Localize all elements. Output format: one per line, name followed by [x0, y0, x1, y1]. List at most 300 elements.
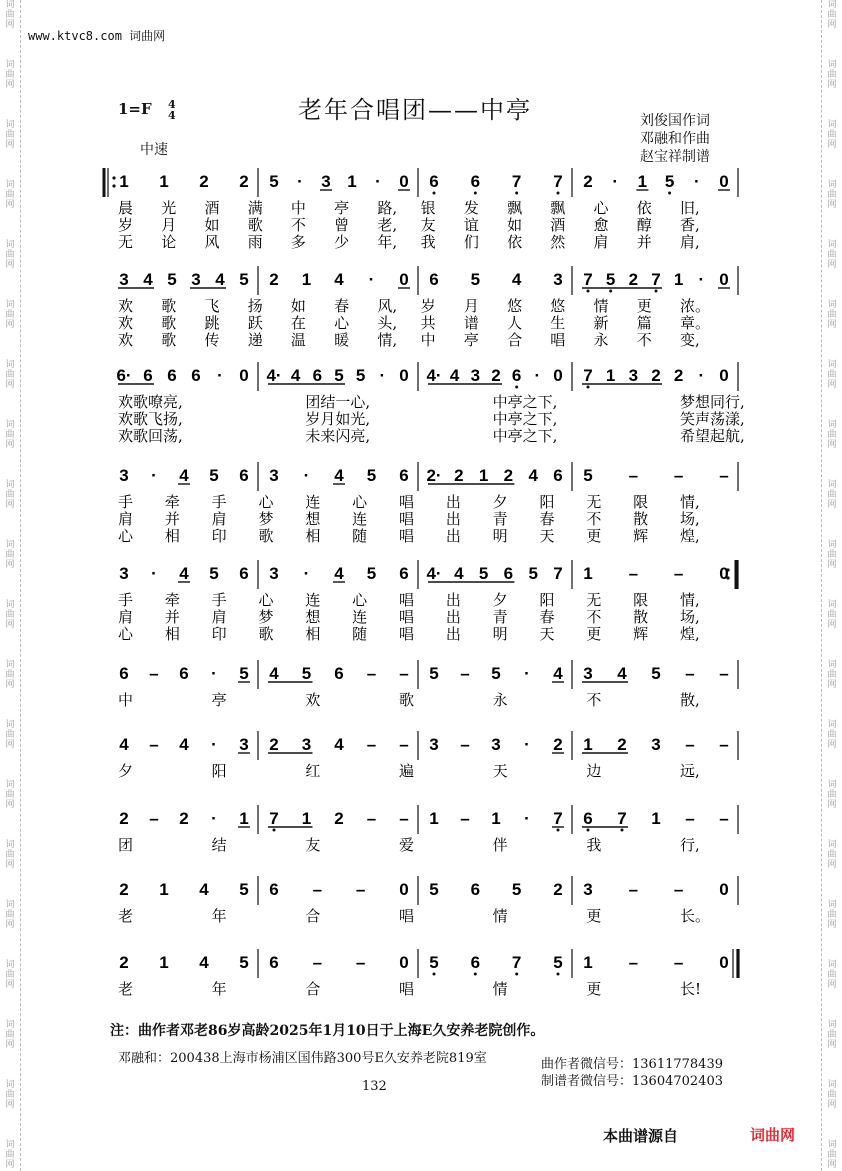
lyric-word: 谱 [463, 314, 479, 332]
jianpu-note: 5 [429, 953, 439, 972]
jianpu-note: 4 [334, 270, 344, 289]
lyric-word: 中 [290, 199, 306, 217]
jianpu-note: 0 [399, 172, 409, 191]
lyric-word: 曾 [334, 216, 350, 234]
composer-credit: 邓融和作曲 [640, 131, 710, 147]
jianpu-note: 5 [583, 466, 593, 485]
source-brand-link[interactable]: 词曲网 [750, 1126, 796, 1144]
jianpu-note: · [368, 270, 375, 289]
jianpu-note: 4· [266, 366, 282, 385]
jianpu-note: 6 [470, 953, 481, 972]
jianpu-note: 2 [673, 366, 684, 385]
lyric-word: 未来闪亮, [305, 427, 371, 445]
jianpu-note: 1 [239, 809, 249, 828]
lyric-word: 在 [290, 314, 306, 332]
lyric-word: 团结一心, [305, 393, 371, 411]
lyric-word: 心 [118, 527, 134, 545]
side-watermark: 词 曲 网 [827, 1020, 837, 1050]
jianpu-note: 1 [347, 172, 357, 191]
jianpu-note: – [460, 809, 470, 828]
jianpu-note: – [719, 664, 729, 683]
jianpu-note: 3 [470, 366, 481, 385]
lyric-word: 梦想同行, [680, 393, 745, 411]
lyric-word: 手 [211, 493, 227, 511]
jianpu-note: 6 [470, 172, 481, 191]
jianpu-note: · [211, 735, 217, 754]
side-watermark: 词 曲 网 [5, 1020, 15, 1050]
jianpu-note: · [534, 366, 541, 385]
jianpu-note: 7 [553, 172, 563, 191]
jianpu-note: 3 [301, 735, 312, 754]
jianpu-note: 7 [511, 172, 522, 191]
jianpu-note: 3 [119, 564, 129, 583]
lyric-word: 愈 [593, 216, 609, 234]
lyric-word: 亭 [334, 199, 350, 217]
jianpu-note: 2 [334, 809, 344, 828]
side-watermark: 词 曲 网 [827, 360, 837, 390]
lyric-word: 风, [377, 297, 398, 315]
jianpu-note: – [149, 664, 159, 683]
lyric-word: 想 [305, 608, 321, 626]
lyric-word: 随 [352, 625, 368, 643]
lyric-word: 肩 [211, 608, 227, 626]
jianpu-note: · [693, 172, 700, 191]
jianpu-note: 6 [179, 664, 189, 683]
lyric-word: 中亭之下, [492, 427, 558, 445]
lyric-word: 传 [204, 331, 220, 349]
lyric-word: 我 [420, 233, 436, 251]
jianpu-note: 4· [426, 366, 442, 385]
jianpu-note: 5 [605, 270, 616, 289]
jianpu-note: · [151, 564, 157, 583]
jianpu-note: 5 [301, 664, 312, 683]
side-watermark: 词 曲 网 [827, 780, 837, 810]
lyric-word: 相 [305, 527, 321, 545]
jianpu-note: 2 [491, 366, 501, 385]
lyric-word: 限 [633, 591, 649, 609]
lyric-word: 岁 [420, 297, 436, 315]
side-watermark: 词 曲 网 [827, 420, 837, 450]
jianpu-note: 5 [355, 366, 366, 385]
lyric-word: 希望起航, [680, 427, 745, 445]
lyric-word: 散 [633, 608, 649, 626]
jianpu-note: 0 [719, 172, 729, 191]
lyric-word: 跳 [204, 314, 220, 332]
jianpu-note: 5 [209, 564, 219, 583]
lyric-word: 不 [586, 608, 602, 626]
jianpu-note: · [524, 809, 530, 828]
jianpu-note: 0 [719, 953, 729, 972]
jianpu-note: 3 [651, 735, 661, 754]
repeat-dot [112, 176, 115, 179]
side-watermark: 词 曲 网 [5, 840, 15, 870]
lyric-word: 歌 [258, 625, 274, 643]
low-octave-dot [557, 973, 560, 976]
jianpu-note: 3 [269, 564, 279, 583]
lyric-word: 香, [680, 216, 700, 234]
lyric-word: 红 [305, 762, 321, 780]
lyric-word: 不 [290, 216, 306, 234]
lyric-word: 歌 [247, 216, 263, 234]
jianpu-note: 4 [511, 270, 522, 289]
side-watermark: 词 曲 网 [5, 420, 15, 450]
jianpu-note: 7 [553, 809, 563, 828]
jianpu-note: 1 [301, 809, 312, 828]
lyric-word: 扬 [247, 297, 263, 315]
side-watermark: 词 曲 网 [827, 1140, 837, 1170]
jianpu-note: 6· [116, 366, 132, 385]
side-watermark: 词 曲 网 [827, 480, 837, 510]
side-watermark: 词 曲 网 [827, 120, 837, 150]
jianpu-note: 6 [269, 880, 279, 899]
jianpu-note: · [211, 809, 217, 828]
jianpu-note: 6 [399, 466, 409, 485]
jianpu-note: 3 [119, 466, 129, 485]
lyric-word: 梦 [258, 608, 274, 626]
lyric-word: 暖 [334, 331, 350, 349]
jianpu-note: – [719, 735, 729, 754]
jianpu-note: 4 [119, 735, 129, 754]
jianpu-note: 6 [470, 880, 481, 899]
lyric-word: 出 [445, 608, 461, 626]
key-signature: 1=F [118, 100, 152, 118]
lyric-word: 岁 [118, 216, 134, 234]
lyric-word: 歌 [161, 297, 177, 315]
lyric-word: 不 [586, 691, 602, 709]
lyric-word: 肩 [118, 510, 134, 528]
jianpu-note: 3 [583, 880, 593, 899]
jianpu-note: – [628, 564, 639, 583]
lyric-word: 心 [593, 199, 609, 217]
low-octave-dot [609, 290, 612, 293]
lyric-word: 飞 [204, 297, 220, 315]
jianpu-note: 5 [239, 953, 249, 972]
lyric-word: 亭 [463, 331, 479, 349]
low-octave-dot [433, 973, 436, 976]
lyric-word: 友 [420, 216, 436, 234]
lyric-word: 头, [377, 314, 398, 332]
jianpu-note: 1 [159, 953, 169, 972]
lyric-word: 谊 [463, 216, 479, 234]
jianpu-note: 6 [119, 664, 129, 683]
jianpu-note: – [366, 664, 377, 683]
lyric-word: 情, [680, 493, 700, 511]
lyric-word: 更 [636, 297, 652, 315]
lyric-word: 散 [633, 510, 649, 528]
lyric-word: 不 [586, 510, 602, 528]
jianpu-note: 6 [269, 953, 279, 972]
side-watermark: 词 曲 网 [5, 1140, 15, 1170]
low-octave-dot [557, 192, 560, 195]
jianpu-note: – [685, 809, 695, 828]
jianpu-note: 4 [553, 664, 563, 683]
jianpu-note: 4 [215, 270, 225, 289]
lyric-word: 相 [164, 625, 180, 643]
jianpu-note: 7 [583, 366, 593, 385]
lyric-word: 欢歌嘹亮, [118, 393, 183, 411]
jianpu-note: 0 [719, 564, 729, 583]
jianpu-note: 5 [429, 880, 439, 899]
jianpu-note: · [379, 366, 386, 385]
site-url[interactable]: www.ktvc8.com 词曲网 [28, 29, 166, 43]
jianpu-note: 5 [553, 953, 563, 972]
jianpu-note: 1 [583, 953, 593, 972]
lyric-word: 肩 [118, 608, 134, 626]
jianpu-note: 0 [553, 366, 563, 385]
lyric-word: 出 [445, 591, 461, 609]
lyric-word: 出 [445, 625, 461, 643]
lyric-word: 年 [211, 980, 227, 998]
jianpu-note: – [673, 564, 684, 583]
jianpu-note: – [399, 664, 409, 683]
jianpu-note: 4 [179, 466, 189, 485]
jianpu-note: 4 [290, 366, 301, 385]
lyric-word: 酒 [204, 199, 220, 217]
lyric-word: 唱 [399, 907, 415, 925]
jianpu-note: 1 [673, 270, 684, 289]
lyric-word: 论 [161, 233, 177, 251]
lyric-word: 辉 [633, 625, 649, 643]
song-title: 老年合唱团——中亭 [298, 96, 532, 124]
lyric-word: 温 [290, 331, 306, 349]
lyric-word: 限 [633, 493, 649, 511]
lyric-word: 章。 [680, 314, 711, 332]
jianpu-note: 5 [366, 466, 377, 485]
side-watermark: 词 曲 网 [827, 1080, 837, 1110]
lyric-word: 少 [334, 233, 350, 251]
lyric-word: 发 [463, 199, 479, 217]
jianpu-note: 6 [312, 366, 323, 385]
lyric-word: 阳 [539, 493, 555, 511]
lyric-word: 情, [377, 331, 398, 349]
lyric-word: 明 [492, 527, 508, 545]
lyric-word: 想 [305, 510, 321, 528]
jianpu-note: 5 [478, 564, 489, 583]
jianpu-note: 2 [269, 270, 279, 289]
lyric-word: 唱 [550, 331, 566, 349]
lyric-word: 并 [164, 510, 180, 528]
lyric-word: 欢 [118, 314, 134, 332]
jianpu-note: 5 [239, 664, 249, 683]
lyric-word: 团 [118, 836, 134, 854]
lyric-word: 青 [492, 608, 508, 626]
side-watermark: 词 曲 网 [827, 300, 837, 330]
lyric-word: 依 [507, 233, 523, 251]
jianpu-note: · [375, 172, 381, 191]
lyric-word: 长! [680, 980, 702, 998]
lyric-word: 连 [305, 493, 321, 511]
jianpu-note: – [673, 953, 684, 972]
side-watermark: 词 曲 网 [827, 840, 837, 870]
jianpu-note: 5 [366, 564, 377, 583]
lyric-word: 篇 [636, 314, 652, 332]
jianpu-note: · [303, 564, 310, 583]
jianpu-note: 2 [119, 953, 129, 972]
jianpu-note: · [151, 466, 157, 485]
lyric-word: 岁月如光, [305, 410, 371, 428]
jianpu-note: 4 [199, 880, 209, 899]
jianpu-note: 2 [553, 880, 563, 899]
lyric-word: 唱 [399, 980, 415, 998]
lyric-word: 年 [211, 907, 227, 925]
jianpu-note: 5 [239, 270, 249, 289]
lyric-word: 出 [445, 527, 461, 545]
composer-address: 邓融和：200438上海市杨浦区国伟路300号E久安养老院819室 [118, 1051, 487, 1066]
lyric-word: 歌 [161, 314, 177, 332]
lyric-word: 长。 [680, 907, 711, 925]
jianpu-note: – [685, 664, 695, 683]
lyric-word: 出 [445, 493, 461, 511]
jianpu-note: 3 [429, 735, 439, 754]
lyric-word: 中亭之下, [492, 410, 558, 428]
jianpu-note: 5 [470, 270, 481, 289]
lyric-word: 跃 [247, 314, 263, 332]
jianpu-note: 1 [159, 880, 169, 899]
jianpu-note: 6 [511, 366, 522, 385]
lyric-word: 并 [636, 233, 652, 251]
lyric-word: 夕 [118, 762, 134, 780]
jianpu-note: 4 [199, 953, 209, 972]
jianpu-note: · [297, 172, 303, 191]
lyric-word: 风 [204, 233, 220, 251]
lyric-word: 酒 [550, 216, 566, 234]
lyric-word: 然 [550, 233, 566, 251]
lyric-word: 悠 [507, 297, 523, 315]
lyric-word: 印 [211, 527, 227, 545]
jianpu-note: 3 [321, 172, 331, 191]
lyric-word: 们 [463, 233, 479, 251]
lyric-word: 肩, [680, 233, 700, 251]
lyric-word: 月 [161, 216, 177, 234]
jianpu-note: · [303, 466, 310, 485]
jianpu-note: 6 [143, 366, 153, 385]
lyric-word: 印 [211, 625, 227, 643]
lyric-word: 老 [118, 980, 134, 998]
jianpu-note: 4 [334, 735, 344, 754]
lyric-word: 心 [258, 493, 274, 511]
jianpu-note: – [460, 735, 470, 754]
jianpu-note: 1 [429, 809, 439, 828]
jianpu-note: 2 [503, 466, 514, 485]
jianpu-note: – [312, 953, 323, 972]
lyric-word: 唱 [399, 493, 415, 511]
lyric-word: 肩 [211, 510, 227, 528]
tempo-marking: 中速 [140, 142, 168, 158]
lyric-word: 月 [463, 297, 479, 315]
lyric-word: 煌, [680, 527, 700, 545]
jianpu-note: 2 [269, 735, 279, 754]
low-octave-dot [587, 829, 590, 832]
time-signature-top: 4 [168, 98, 176, 111]
lyric-word: 天 [492, 762, 508, 780]
lyric-word: 行, [680, 836, 700, 854]
jianpu-note: 2 [199, 172, 209, 191]
side-watermark: 词 曲 网 [5, 660, 15, 690]
jianpu-note: 5 [429, 664, 439, 683]
lyric-word: 递 [247, 331, 263, 349]
jianpu-note: 3 [628, 366, 639, 385]
jianpu-note: 1 [478, 466, 489, 485]
lyric-word: 欢 [118, 331, 134, 349]
lyric-word: 场, [680, 510, 700, 528]
side-watermark: 词 曲 网 [827, 720, 837, 750]
jianpu-note: 2 [651, 366, 661, 385]
jianpu-note: – [149, 735, 159, 754]
jianpu-note: · [698, 270, 705, 289]
lyric-word: 明 [492, 625, 508, 643]
jianpu-note: 7 [553, 564, 563, 583]
lyric-word: 永 [492, 691, 508, 709]
jianpu-note: 5 [651, 664, 661, 683]
side-watermark: 词 曲 网 [5, 180, 15, 210]
lyric-word: 连 [305, 591, 321, 609]
lyric-word: 心 [258, 591, 274, 609]
jianpu-note: 5 [334, 366, 344, 385]
jianpu-note: 1 [301, 270, 312, 289]
low-octave-dot [655, 290, 658, 293]
jianpu-note: 6 [583, 809, 593, 828]
lyric-word: 人 [507, 314, 523, 332]
jianpu-note: 3 [119, 270, 129, 289]
jianpu-note: – [460, 664, 470, 683]
low-octave-dot [668, 192, 671, 195]
jianpu-note: 4 [528, 466, 538, 485]
lyric-word: 出 [445, 510, 461, 528]
jianpu-note: 2 [553, 735, 563, 754]
jianpu-note: – [628, 880, 639, 899]
side-watermark: 词 曲 网 [5, 720, 15, 750]
composer-wechat: 曲作者微信号：13611778439 [541, 1057, 723, 1072]
lyric-word: 手 [118, 591, 134, 609]
side-watermark: 词 曲 网 [5, 540, 15, 570]
low-octave-dot [587, 386, 590, 389]
lyric-word: 更 [586, 907, 602, 925]
time-signature-bottom: 4 [168, 109, 176, 122]
lyric-word: 友 [305, 836, 321, 854]
jianpu-note: 4 [179, 564, 189, 583]
lyric-word: 生 [550, 314, 566, 332]
lyric-word: 牵 [164, 591, 180, 609]
jianpu-note: 1 [637, 172, 648, 191]
jianpu-note: 4 [179, 735, 189, 754]
lyric-word: 辉 [633, 527, 649, 545]
jianpu-note: – [685, 735, 695, 754]
lyric-word: 欢歌飞扬, [118, 410, 183, 428]
jianpu-note: 1 [605, 366, 616, 385]
jianpu-note: 4 [449, 366, 460, 385]
lyric-word: 笑声荡漾, [680, 410, 745, 428]
jianpu-note: 0 [399, 270, 409, 289]
jianpu-note: 5 [239, 880, 249, 899]
lyric-word: 牵 [164, 493, 180, 511]
lyric-word: 无 [586, 591, 602, 609]
lyric-word: 煌, [680, 625, 700, 643]
jianpu-note: 3 [553, 270, 563, 289]
jianpu-note: 1 [583, 564, 593, 583]
lyric-word: 心 [334, 314, 350, 332]
lyric-word: 情, [680, 591, 700, 609]
repeat-dot [112, 184, 115, 187]
side-watermark: 词 曲 网 [5, 360, 15, 390]
side-watermark: 词 曲 网 [5, 480, 15, 510]
low-octave-dot [515, 192, 518, 195]
jianpu-note: 6 [503, 564, 514, 583]
jianpu-note: 2 [617, 735, 627, 754]
jianpu-note: 6 [553, 466, 563, 485]
jianpu-note: 3 [239, 735, 249, 754]
lyric-word: 中 [118, 691, 134, 709]
lyric-word: 合 [507, 331, 523, 349]
